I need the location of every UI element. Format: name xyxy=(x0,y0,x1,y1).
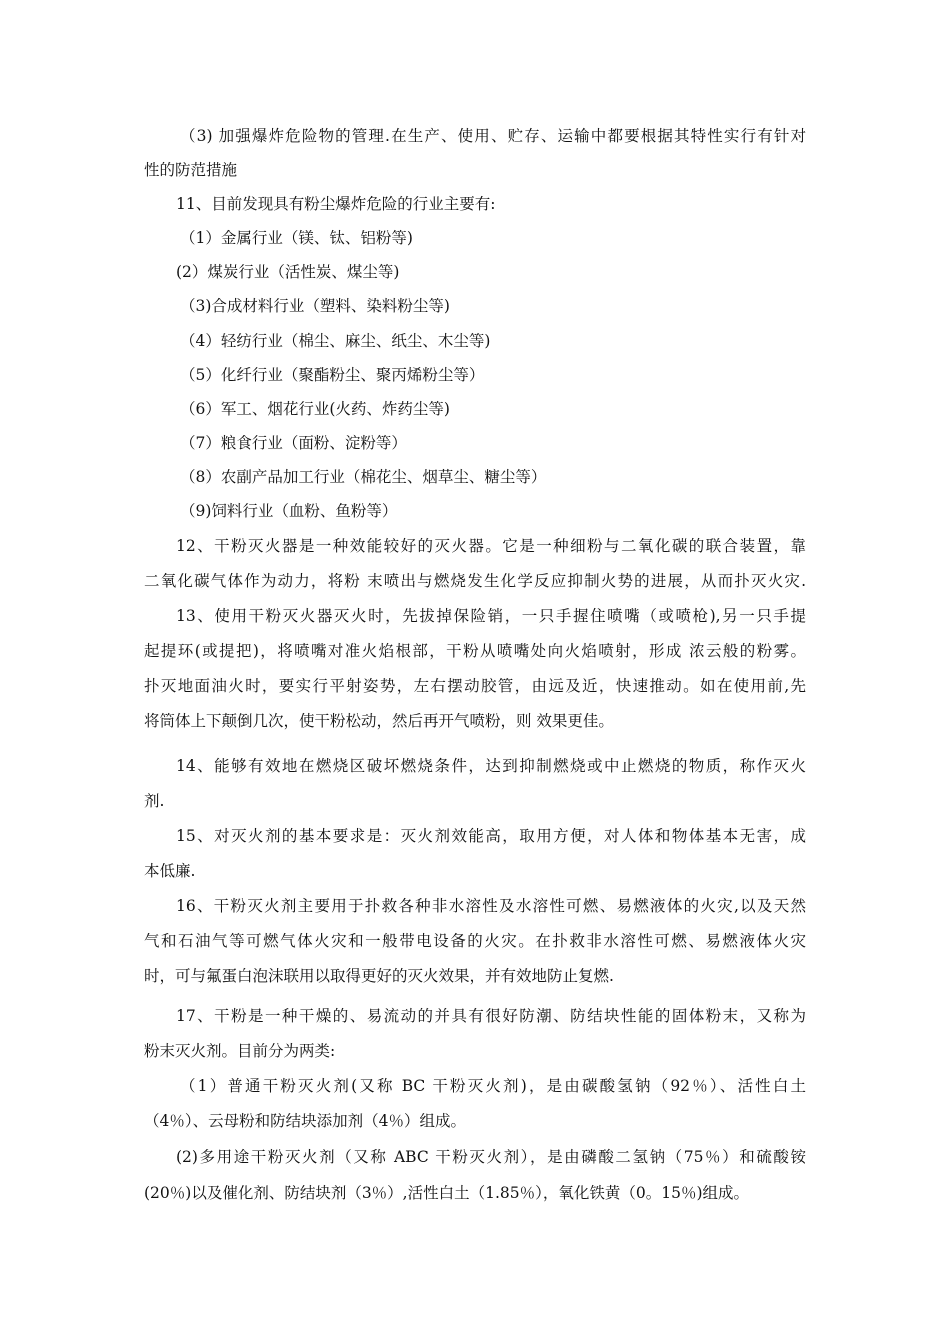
text-line: 粉末灭火剂。目前分为两类: xyxy=(144,1042,336,1060)
list-item: （4）轻纺行业（棉尘、麻尘、纸尘、木尘等) xyxy=(180,332,491,350)
list-item: （6）军工、烟花行业(火药、炸药尘等) xyxy=(180,400,450,418)
list-item: （5）化纤行业（聚酯粉尘、聚丙烯粉尘等） xyxy=(180,366,485,384)
text-line: 性的防范措施 xyxy=(144,161,238,179)
text-line: 12、干粉灭火器是一种效能较好的灭火器。它是一种细粉与二氧化碳的联合装置，靠 xyxy=(176,537,806,555)
list-item: （9)饲料行业（血粉、鱼粉等） xyxy=(180,502,398,520)
text-line: 二氧化碳气体作为动力，将粉 末喷出与燃烧发生化学反应抑制火势的进展，从而扑灭火灾. xyxy=(144,572,806,590)
list-item: （3)合成材料行业（塑料、染料粉尘等) xyxy=(180,297,450,315)
list-item: （7）粮食行业（面粉、淀粉等） xyxy=(180,434,407,452)
text-line: （3) 加强爆炸危险物的管理.在生产、使用、贮存、运输中都要根据其特性实行有针对 xyxy=(180,127,806,145)
list-item: (2）煤炭行业（活性炭、煤尘等) xyxy=(176,263,400,281)
text-line: 起提环(或提把)，将喷嘴对准火焰根部，干粉从喷嘴处向火焰喷射，形成 浓云般的粉雾。 xyxy=(144,642,806,660)
text-line: 11、目前发现具有粉尘爆炸危险的行业主要有: xyxy=(176,195,496,213)
text-line: （4％）、云母粉和防结块添加剂（4％）组成。 xyxy=(144,1112,466,1130)
text-line: （1）普通干粉灭火剂(又称 BC 干粉灭火剂)，是由碳酸氢钠（92％）、活性白土 xyxy=(180,1077,806,1095)
text-line: 将筒体上下颠倒几次，使干粉松动，然后再开气喷粉，则 效果更佳。 xyxy=(144,712,614,730)
text-line: 剂. xyxy=(144,792,165,810)
text-line: 本低廉. xyxy=(144,862,196,880)
text-line: (2)多用途干粉灭火剂（又称 ABC 干粉灭火剂），是由磷酸二氢钠（75％）和硫酸铵 xyxy=(176,1148,806,1166)
text-line: 16、干粉灭火剂主要用于扑救各种非水溶性及水溶性可燃、易燃液体的火灾,以及天然 xyxy=(176,897,806,915)
text-line: 气和石油气等可燃气体火灾和一般带电设备的火灾。在扑救非水溶性可燃、易燃液体火灾 xyxy=(144,932,806,950)
text-line: 14、能够有效地在燃烧区破坏燃烧条件，达到抑制燃烧或中止燃烧的物质，称作灭火 xyxy=(176,757,806,775)
text-line: 15、对灭火剂的基本要求是：灭火剂效能高，取用方便，对人体和物体基本无害，成 xyxy=(176,827,806,845)
text-line: 17、干粉是一种干燥的、易流动的并具有很好防潮、防结块性能的固体粉末，又称为 xyxy=(176,1007,806,1025)
list-item: （8）农副产品加工行业（棉花尘、烟草尘、糖尘等） xyxy=(180,468,547,486)
text-line: 13、使用干粉灭火器灭火时，先拔掉保险销，一只手握住喷嘴（或喷枪),另一只手提 xyxy=(176,607,806,625)
text-line: (20％)以及催化剂、防结块剂（3％）,活性白土（1.85％），氧化铁黄（0。15％)组成。 xyxy=(144,1184,750,1202)
text-line: 扑灭地面油火时，要实行平射姿势，左右摆动胶管，由远及近，快速推动。如在使用前,先 xyxy=(144,677,806,695)
text-line: 时，可与氟蛋白泡沫联用以取得更好的灭火效果，并有效地防止复燃. xyxy=(144,967,614,985)
list-item: （1）金属行业（镁、钛、铝粉等) xyxy=(180,229,413,247)
